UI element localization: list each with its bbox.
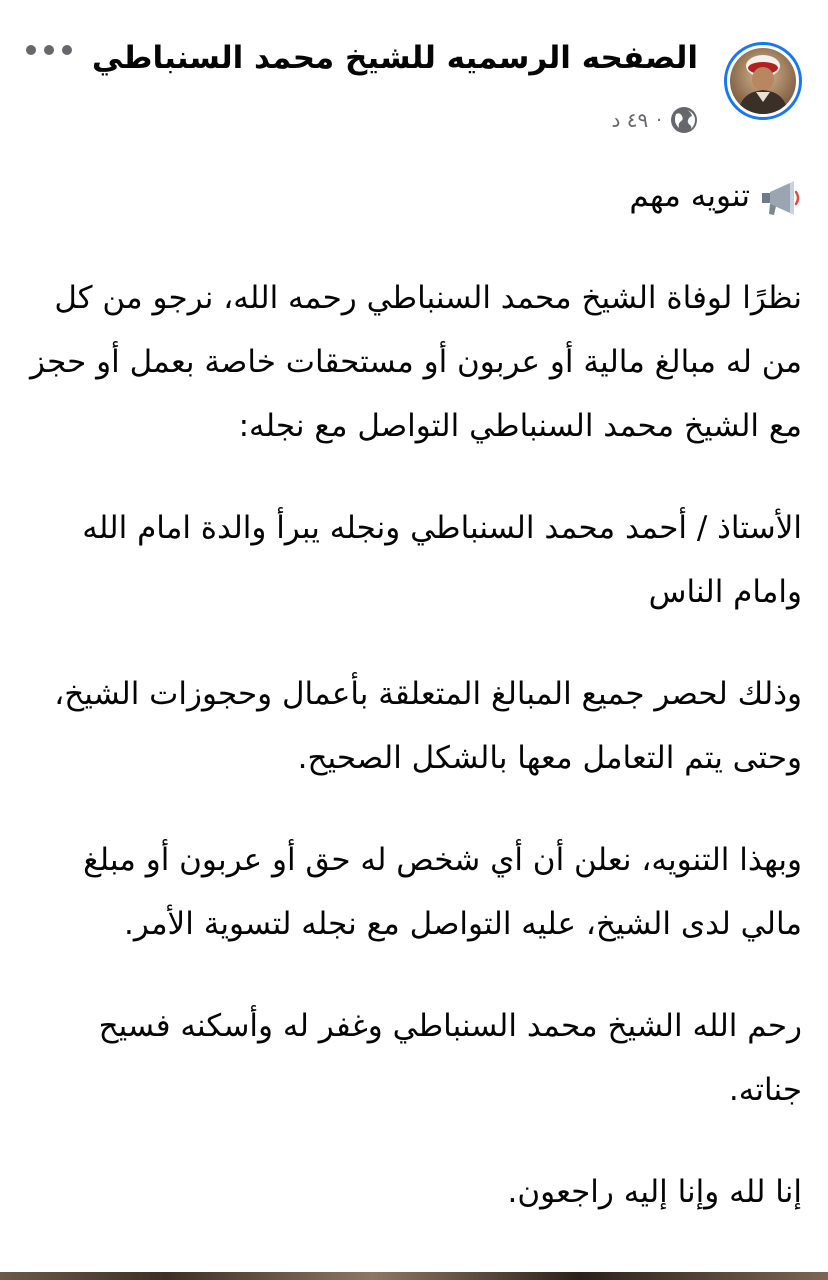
meta-separator: · xyxy=(656,109,662,131)
more-options-button[interactable] xyxy=(26,40,72,60)
megaphone-icon xyxy=(758,176,802,216)
post-paragraph: الأستاذ / أحمد محمد السنباطي ونجله يبرأ والدة امام الله وامام الناس xyxy=(82,510,802,610)
post-body xyxy=(26,164,802,1262)
post-paragraph: نظرًا لوفاة الشيخ محمد السنباطي رحمه الله، نرجو من كل من له مبالغ مالية أو عربون أو مستحقات خاصة بعمل أو حجز مع الشيخ محمد السنباطي التواصل مع نجله: xyxy=(30,280,802,444)
post-meta xyxy=(612,106,698,134)
post-timestamp[interactable]: ٤٩ د xyxy=(611,108,649,132)
notice-heading xyxy=(26,164,802,228)
post-paragraph: وبهذا التنويه، نعلن أن أي شخص له حق أو عربون أو مبلغ مالي لدى الشيخ، عليه التواصل مع نجله لتسوية الأمر. xyxy=(83,842,802,942)
post-paragraph: إنا لله وإنا إليه راجعون. xyxy=(507,1174,802,1210)
more-horizontal-icon xyxy=(26,45,36,55)
globe-icon[interactable] xyxy=(670,106,698,134)
next-post-image-edge xyxy=(0,1272,828,1280)
more-horizontal-icon xyxy=(44,45,54,55)
notice-title: تنويه مهم xyxy=(629,178,750,214)
page-name-link[interactable]: الصفحه الرسميه للشيخ محمد السنباطي xyxy=(91,40,698,76)
more-horizontal-icon xyxy=(62,45,72,55)
post-paragraph: رحم الله الشيخ محمد السنباطي وغفر له وأسكنه فسيح جناته. xyxy=(98,1008,802,1108)
post-paragraph: وذلك لحصر جميع المبالغ المتعلقة بأعمال وحجوزات الشيخ، وحتى يتم التعامل معها بالشكل الصحيح. xyxy=(54,676,802,776)
avatar-photo xyxy=(730,48,796,114)
page-avatar[interactable] xyxy=(724,42,802,120)
avatar-icon xyxy=(730,48,796,114)
post-header xyxy=(0,28,828,148)
